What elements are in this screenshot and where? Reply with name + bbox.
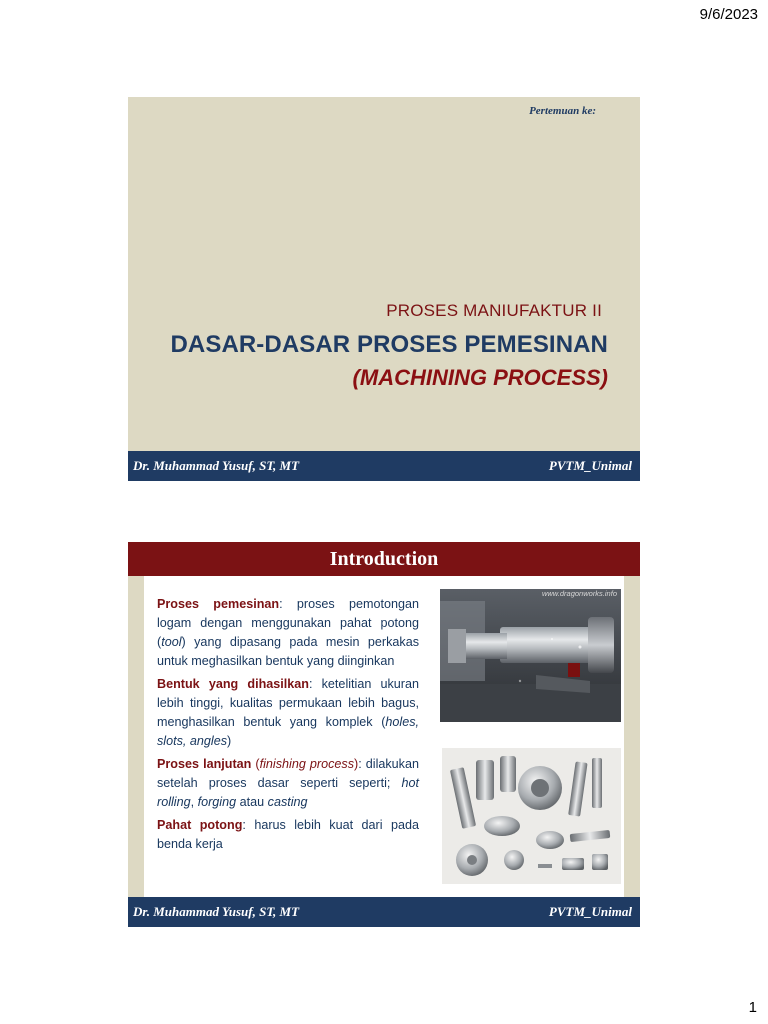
footer-org: PVTM_Unimal: [548, 904, 632, 919]
text: ): [227, 734, 232, 748]
slide-title: Introduction: [128, 542, 640, 576]
text: ): [354, 757, 359, 771]
text: ,: [190, 795, 198, 809]
footer-author: Dr. Muhammad Yusuf, ST, MT: [133, 904, 300, 919]
page-number: 1: [748, 999, 757, 1016]
machined-parts-illustration: [442, 748, 621, 884]
title-slide: [128, 97, 640, 481]
term-machining: Proses pemesinan: [157, 597, 280, 611]
text: atau: [236, 795, 268, 809]
course-title: PROSES MANIUFAKTUR II: [386, 301, 602, 320]
text-examples: holes, slots, angles: [157, 715, 419, 748]
slide-footer: [128, 897, 640, 927]
text: (: [251, 757, 260, 771]
main-title: DASAR-DASAR PROSES PEMESINAN: [170, 331, 608, 358]
paragraph-finishing: [157, 755, 419, 812]
lathe-photo: [440, 589, 621, 722]
text: : proses pemotongan logam dengan menggunakan pahat potong (: [157, 597, 419, 649]
text-casting: casting: [267, 795, 308, 809]
text-finishing: finishing process: [259, 757, 354, 771]
introduction-slide: [128, 542, 640, 927]
term-finishing: Proses lanjutan: [157, 757, 252, 771]
text: : ketelitian ukuran lebih tinggi, kualitas permukaan lebih bagus, menghasilkan bentuk yang komplek (: [157, 677, 419, 729]
text: : harus lebih kuat dari pada benda kerja: [157, 818, 419, 851]
paragraph-cutting-tool: [157, 816, 419, 854]
sub-title: (MACHINING PROCESS): [352, 365, 608, 390]
term-shapes: Bentuk yang dihasilkan: [157, 677, 309, 691]
slide-footer: [128, 451, 640, 481]
text-tool: tool: [161, 635, 182, 649]
photo-watermark: www.dragonworks.info: [541, 589, 617, 598]
paragraph-shapes: [157, 675, 419, 751]
footer-author: Dr. Muhammad Yusuf, ST, MT: [133, 458, 300, 473]
meeting-label: Pertemuan ke:: [529, 105, 596, 117]
page-date: 9/6/2023: [699, 6, 758, 23]
text-hot-rolling: hot rolling: [157, 776, 419, 809]
paragraph-machining: [157, 595, 419, 671]
footer-org: PVTM_Unimal: [548, 458, 632, 473]
text-forging: forging: [197, 795, 237, 809]
text: : dilakukan setelah proses dasar seperti seperti;: [157, 757, 419, 790]
machined-parts-photo: [442, 748, 621, 884]
content-panel: [144, 576, 624, 897]
body-text: [157, 595, 419, 858]
term-cutting-tool: Pahat potong: [157, 818, 243, 832]
text: ) yang dipasang pada mesin perkakas untuk meghasilkan bentuk yang diinginkan: [157, 635, 419, 668]
lathe-illustration: [440, 589, 621, 722]
